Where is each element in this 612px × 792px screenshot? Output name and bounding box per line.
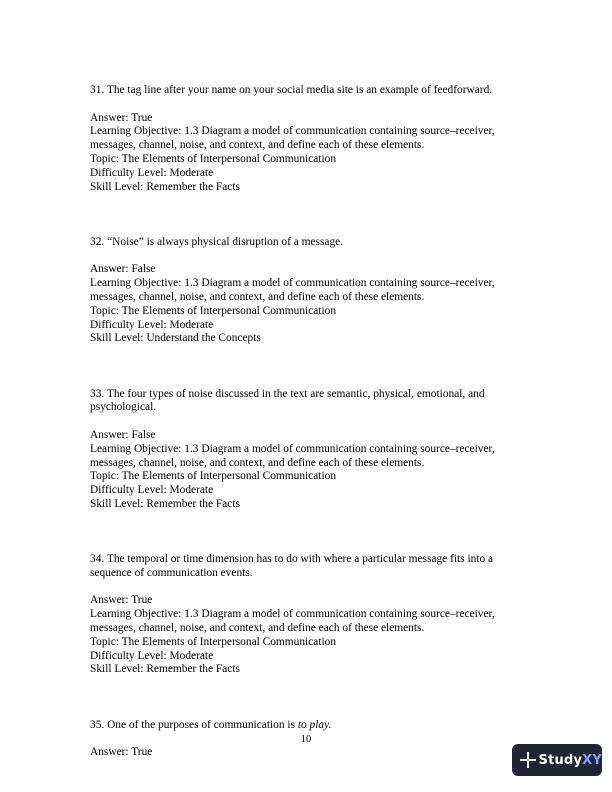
studyxy-badge[interactable]: [512, 744, 602, 776]
topic-text: Topic: The Elements of Interpersonal Communication: [90, 152, 337, 165]
answer-text: Answer: True: [90, 746, 153, 759]
skill-text: Skill Level: Remember the Facts: [90, 180, 240, 193]
topic-text: Topic: The Elements of Interpersonal Communication: [90, 635, 337, 648]
question-prompt: [90, 719, 530, 733]
question-list: [90, 84, 530, 774]
plus-icon: [520, 752, 533, 768]
learning-objective-continued: messages, channel, noise, and context, and define each of these elements.: [90, 290, 425, 303]
topic-text: Topic: The Elements of Interpersonal Communication: [90, 470, 337, 483]
topic-text: Topic: The Elements of Interpersonal Communication: [90, 304, 337, 317]
brand-name-main: Study: [538, 752, 583, 768]
skill-text: Skill Level: Remember the Facts: [90, 663, 240, 676]
brand-name-accent: XY: [582, 752, 602, 768]
question-prompt: 32. “Noise” is always physical disruption of a message.: [90, 235, 344, 248]
page-number: 10: [300, 734, 312, 745]
learning-objective: Learning Objective: 1.3 Diagram a model of communication containing source–receiver,: [90, 608, 495, 621]
question-prompt: 31. The tag line after your name on your social media site is an example of feedforward.: [90, 84, 493, 96]
difficulty-text: Difficulty Level: Moderate: [90, 166, 214, 179]
learning-objective-continued: messages, channel, noise, and context, and define each of these elements.: [90, 139, 425, 152]
answer-text: Answer: False: [90, 263, 156, 276]
question-prompt-continued: psychological.: [90, 401, 157, 414]
brand-name: [539, 753, 602, 768]
learning-objective: Learning Objective: 1.3 Diagram a model of communication containing source–receiver,: [90, 442, 495, 455]
skill-text: Skill Level: Understand the Concepts: [90, 332, 261, 345]
answer-text: Answer: True: [90, 111, 153, 124]
question-prompt: 33. The four types of noise discussed in the text are semantic, physical, emotional, and: [90, 387, 485, 400]
difficulty-text: Difficulty Level: Moderate: [90, 484, 214, 497]
question-33: [90, 388, 530, 512]
question-34: [90, 553, 530, 677]
learning-objective: Learning Objective: 1.3 Diagram a model of communication containing source–receiver,: [90, 277, 495, 290]
learning-objective: Learning Objective: 1.3 Diagram a model of communication containing source–receiver,: [90, 125, 495, 138]
question-prompt-continued: sequence of communication events.: [90, 566, 253, 579]
learning-objective-continued: messages, channel, noise, and context, and define each of these elements.: [90, 622, 425, 635]
question-32: [90, 236, 530, 346]
question-prompt: 34. The temporal or time dimension has to do with where a particular message fits into a: [90, 553, 494, 566]
difficulty-text: Difficulty Level: Moderate: [90, 318, 214, 331]
question-31: [90, 84, 530, 194]
skill-text: Skill Level: Remember the Facts: [90, 497, 240, 510]
question-prompt-emphasis: to play.: [297, 718, 332, 731]
question-prompt-text: 35. One of the purposes of communication is: [90, 718, 298, 731]
answer-text: Answer: True: [90, 594, 153, 607]
difficulty-text: Difficulty Level: Moderate: [90, 649, 214, 662]
learning-objective-continued: messages, channel, noise, and context, and define each of these elements.: [90, 456, 425, 469]
answer-text: Answer: False: [90, 428, 156, 441]
